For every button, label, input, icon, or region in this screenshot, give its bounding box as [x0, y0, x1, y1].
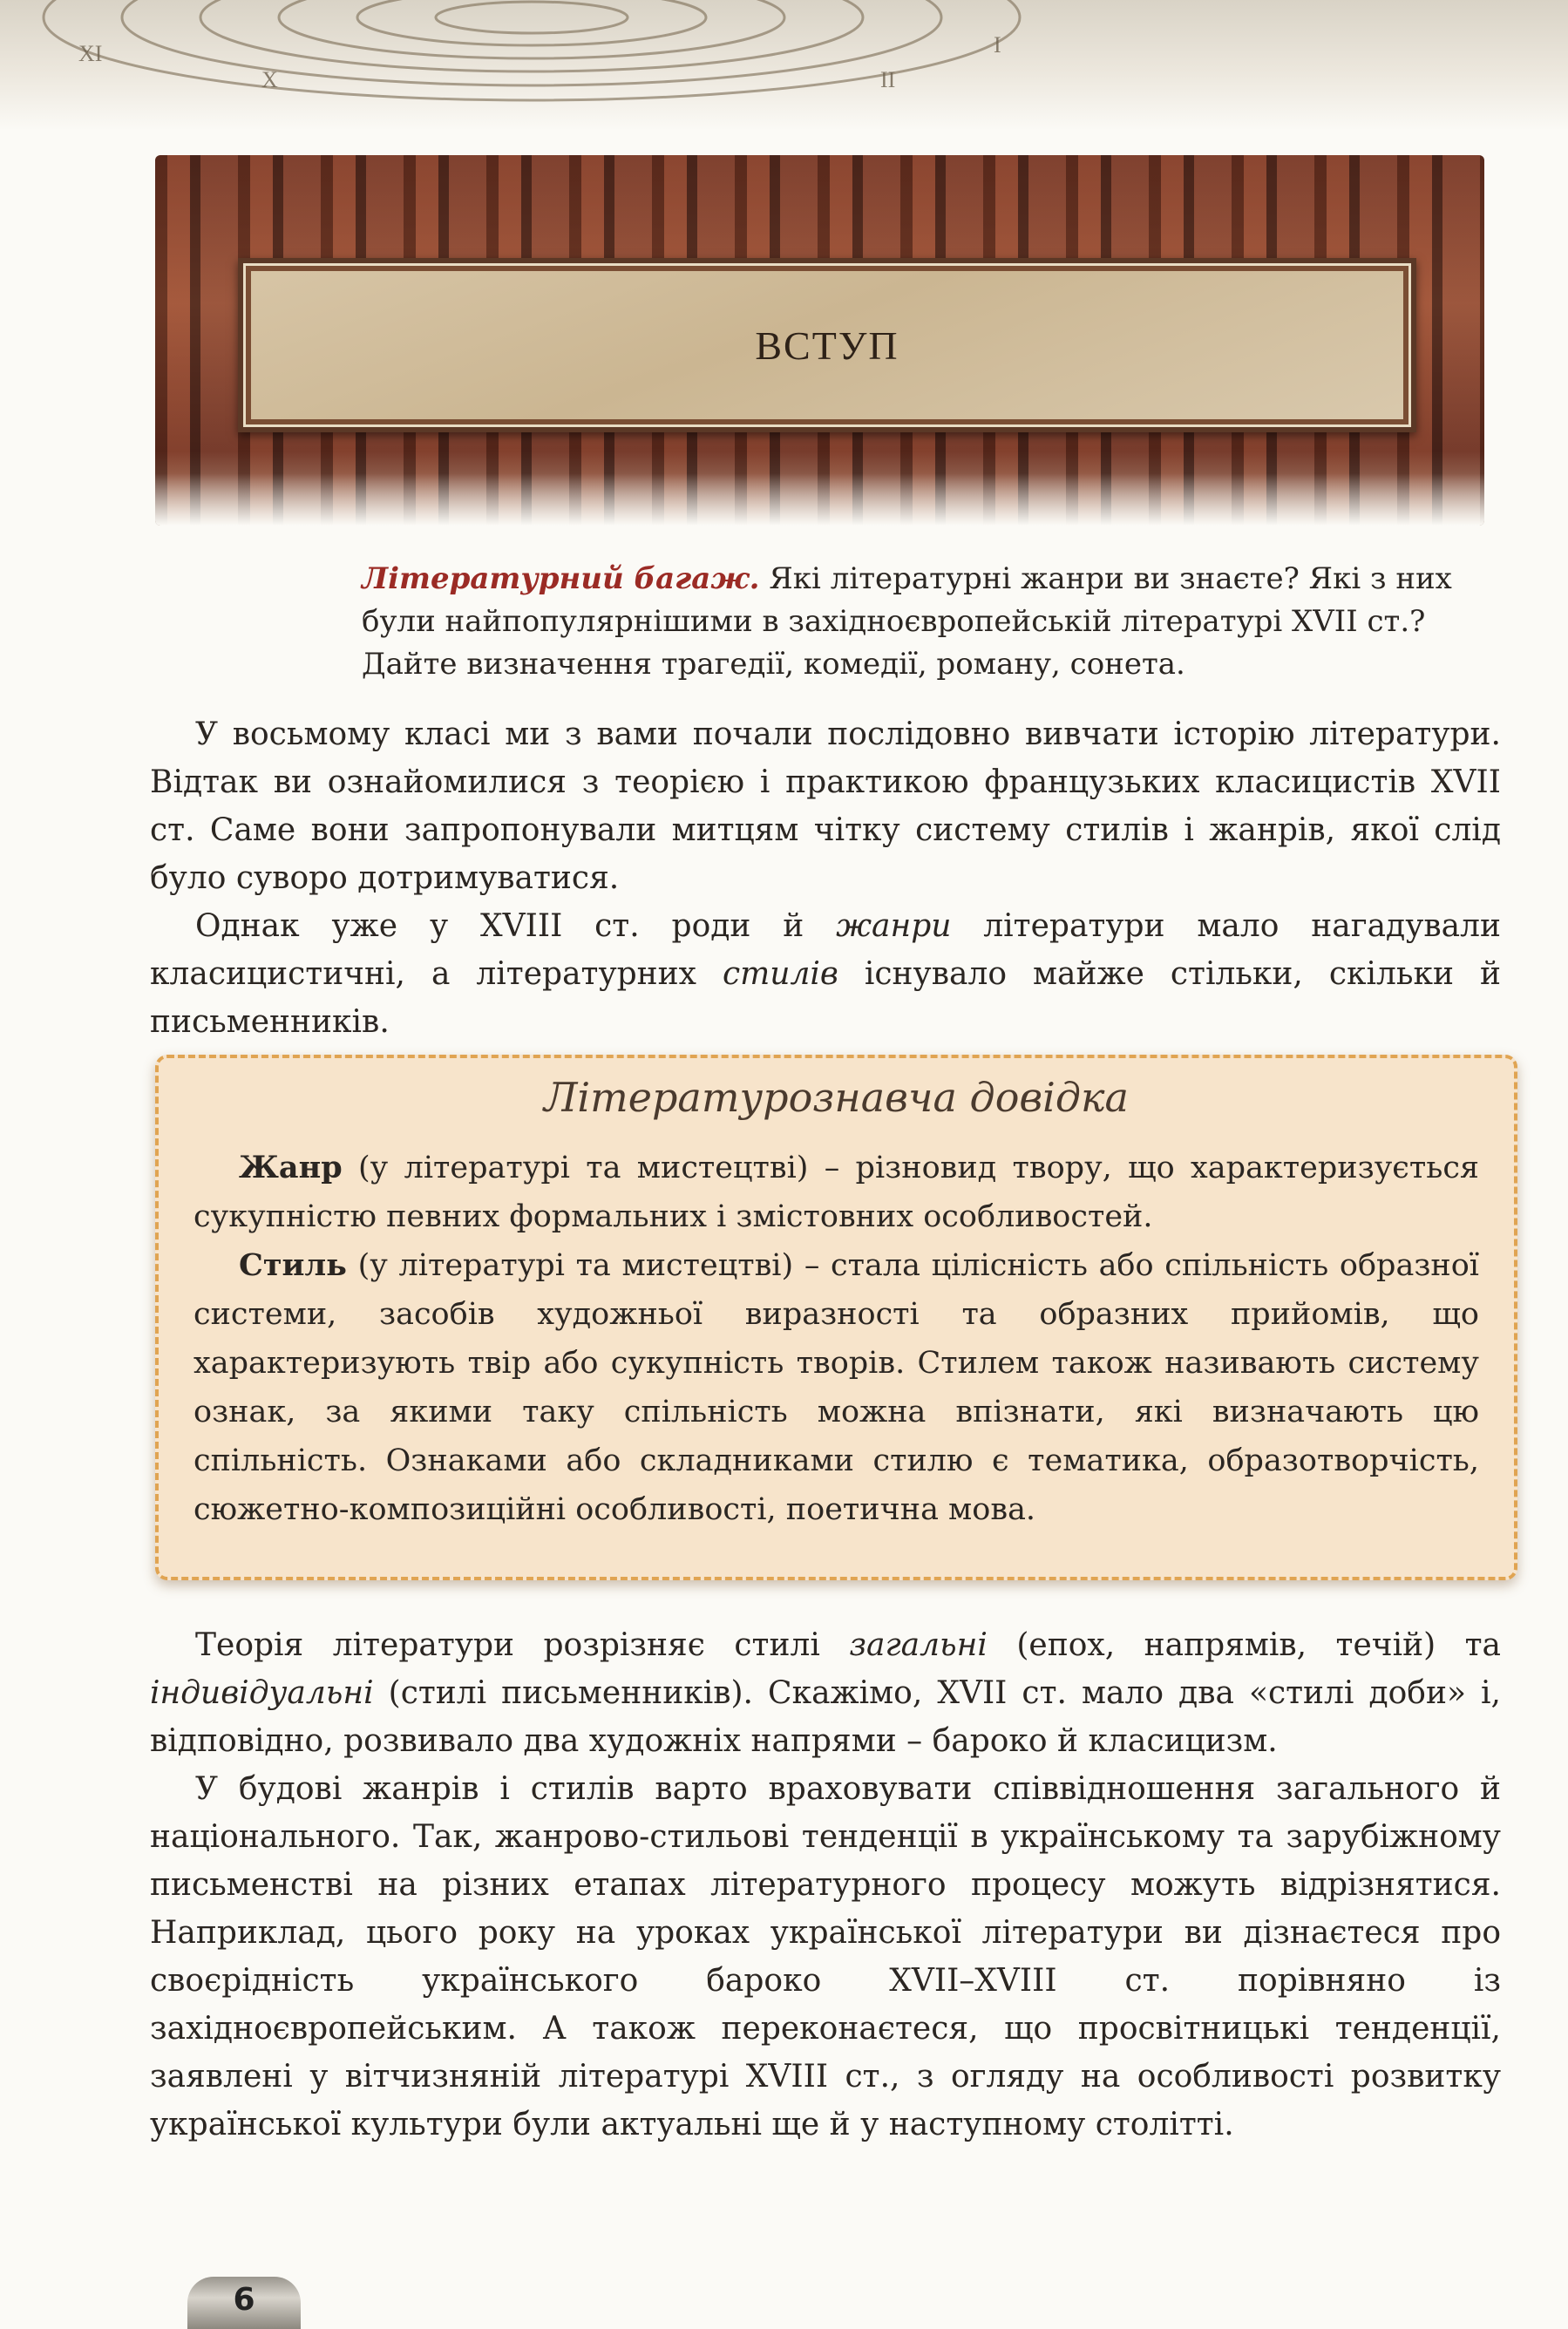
definition-style [193, 1241, 1479, 1534]
intro-question [362, 558, 1490, 686]
svg-text:II: II [880, 67, 896, 92]
paragraph [150, 1765, 1501, 2149]
page-number: 6 [233, 2282, 255, 2318]
paragraph-text: Теорія літератури розрізняє стилі [195, 1627, 850, 1663]
paragraph-text: (епох, напрямів, течій) та [987, 1627, 1501, 1663]
paragraph-text: У восьмому класі ми з вами почали послідовно вивчати історію літератури. Відтак ви ознайомилися з теорією і практикою французьких класицистів XVII ст. Саме вони запропонували митцям чітку систему стилів і жанрів, якої слід було суворо дотримуватися. [150, 716, 1501, 896]
definition-text: (у літературі та мистецтві) – стала цілісність або спільність образної системи, засобів художньої виразності та образних прийомів, що характеризують твір або сукупність творів. Стилем також називають систему ознак, за якими таку спільність можна впізнати, які визначають цю спільність. Ознаками або складниками стилю є тематика, образотворчість, сюжетно-композиційні особливості, поетична мова. [193, 1248, 1479, 1527]
paragraph-text: (стилі письменників). Скажімо, XVII ст. мало два «стилі доби» і, відповідно, розвивало два художніх напрями – бароко й класицизм. [150, 1675, 1501, 1759]
svg-text:XI: XI [78, 41, 103, 66]
reference-title: Літературознавча довідка [544, 1074, 1129, 1121]
clock-spiral-icon [0, 0, 1568, 131]
paragraph-text: літератури мало нагадували класицистичні, а літературних [150, 908, 1501, 992]
intro-question-text: Які літературні жанри ви знаєте? Які з них були найпопулярнішими в західноєвропейській літературі XVII ст.? Дайте визначення трагедії, комедії, роману, сонета. [362, 561, 1452, 682]
svg-text:X: X [261, 67, 278, 92]
svg-text:I: I [994, 32, 1001, 58]
reference-text [193, 1144, 1479, 1534]
paragraph [150, 902, 1501, 1046]
paragraph-text: Однак уже у XVIII ст. роди й [195, 908, 837, 944]
title-plaque [238, 258, 1416, 432]
page-number-tab [187, 2277, 301, 2329]
italic-term: стилів [722, 956, 838, 992]
header-image [155, 155, 1484, 526]
body-block-top [150, 710, 1501, 1046]
definition-genre [193, 1144, 1479, 1241]
body-block-bottom [150, 1621, 1501, 2149]
paragraph-text: У будові жанрів і стилів варто враховувати співвідношення загального й національного. Так, жанрово-стильові тенденції в українському та зарубіжному письменстві на різних етапах літературного процесу можуть відрізнятися. Наприклад, цього року на уроках української літератури ви дізнаєтеся про своєрідність українського бароко XVII–XVIII ст. порівняно із західноєвропейським. А також переконаєтеся, що просвітницькі тенденції, заявлені у вітчизняній літературі XVIII ст., з огляду на особливості розвитку української культури були актуальні ще й у наступному столітті. [150, 1771, 1501, 2142]
reference-box [155, 1055, 1517, 1580]
term-style: Стиль [239, 1247, 347, 1283]
italic-term: індивідуальні [150, 1675, 374, 1711]
page-title: ВСТУП [755, 323, 899, 368]
italic-term: загальні [849, 1627, 988, 1663]
paragraph [150, 1621, 1501, 1765]
definition-text: (у літературі та мистецтві) – різновид твору, що характеризується сукупністю певних формальних і змістовних особливостей. [193, 1151, 1479, 1234]
clock-banner-image [0, 0, 1568, 131]
paragraph-text: існувало майже стільки, скільки й письменників. [150, 956, 1502, 1040]
paragraph [150, 710, 1501, 902]
term-genre: Жанр [239, 1150, 343, 1185]
italic-term: жанри [836, 908, 952, 944]
intro-lead: Літературний багаж. [362, 561, 760, 596]
